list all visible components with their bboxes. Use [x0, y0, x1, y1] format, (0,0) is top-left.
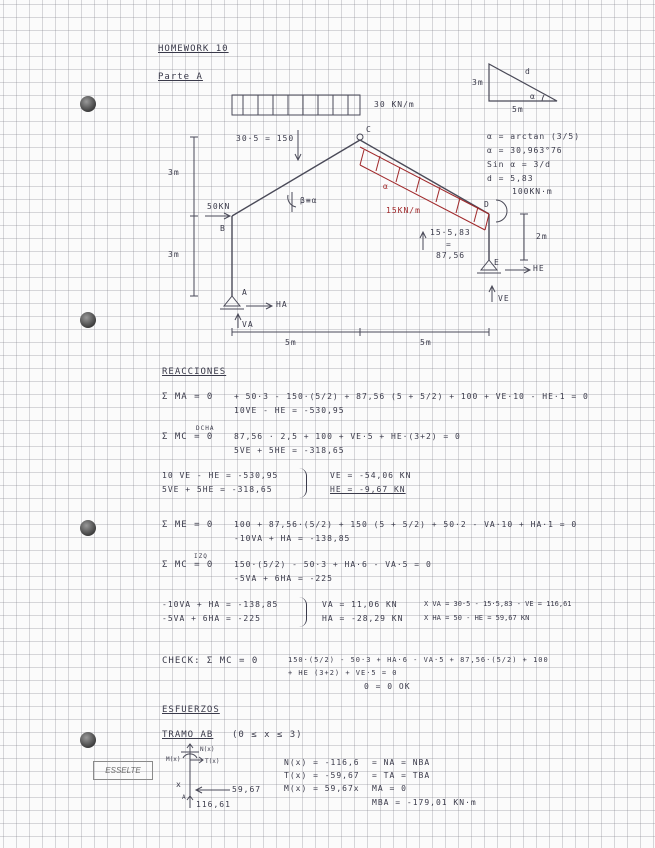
sketch-t-label: T(x): [205, 758, 220, 765]
sketch-h-label: 59,67: [232, 785, 262, 794]
check-rhs2: + HE (3+2) + VE·5 = 0: [288, 669, 398, 677]
load-resultant-label: 30·5 = 150: [236, 134, 295, 143]
n-result: = NA = NBA: [372, 758, 431, 767]
va-label: VA: [242, 320, 254, 329]
ve-result: VE = -54,06 KN: [330, 471, 412, 480]
node-d-label: D: [484, 200, 490, 209]
alpha-eq1: α = arctan (3/5): [487, 132, 581, 141]
eq-mc-sup: DCHA: [196, 425, 215, 432]
load-incline-label: 15KN/m: [386, 206, 421, 215]
check-result: 0 = 0 OK: [364, 682, 411, 691]
esfuerzos-heading: ESFUERZOS: [162, 705, 220, 715]
homework-title: HOMEWORK 10: [158, 44, 229, 54]
alpha-eq4: d = 5,83: [487, 174, 534, 183]
node-a-label: A: [242, 288, 248, 297]
triangle-hyp-label: d: [525, 67, 531, 76]
tramo-label: TRAMO AB: [162, 730, 214, 740]
eq-mc2-res: -5VA + 6HA = -225: [234, 574, 333, 583]
load-top-label: 30 KN/m: [374, 100, 415, 109]
sketch-n-label: N(x): [200, 746, 215, 753]
node-c-label: C: [366, 125, 372, 134]
sys2-line2: -5VA + 6HA = -225: [162, 614, 261, 623]
t-equation: T(x) = -59,67: [284, 771, 360, 780]
eq-me-rhs: 100 + 87,56·(5/2) + 150 (5 + 5/2) + 50·2 - VA·10 + HA·1 = 0: [234, 520, 578, 529]
dim-2m: 2m: [536, 232, 548, 241]
alpha-eq2: α = 30,963°76: [487, 146, 563, 155]
eq-mc-lhs: Σ MC = 0: [162, 432, 214, 442]
triangle-base-label: 5m: [512, 105, 524, 114]
eq-me-lhs: Σ ME = 0: [162, 520, 214, 530]
alpha-eq3: Sin α = 3/d: [487, 160, 551, 169]
sys1-line1: 10 VE - HE = -530,95: [162, 471, 279, 480]
eq-mc2-rhs: 150·(5/2) - 50·3 + HA·6 - VA·5 = 0: [234, 560, 432, 569]
resultant-incline-b: =: [446, 240, 452, 249]
eq-ma-lhs: Σ MA = 0: [162, 392, 214, 402]
brand-stamp: ESSELTE: [93, 761, 153, 780]
triangle-side-label: 3m: [472, 78, 484, 87]
sketch-m-label: M(x): [166, 756, 181, 763]
eq-me-res: -10VA + HA = -138,85: [234, 534, 351, 543]
reacciones-heading: REACCIONES: [162, 367, 227, 377]
node-e-label: E: [494, 258, 500, 267]
triangle-angle-label: α: [530, 92, 536, 101]
eq-ma-res: 10VE - HE = -530,95: [234, 406, 345, 415]
moment-d-label: 100KN·m: [512, 187, 553, 196]
va-result: VA = 11,06 KN: [322, 600, 398, 609]
part-label: Parte A: [158, 72, 203, 82]
ve-label: VE: [498, 294, 510, 303]
check-lhs: CHECK: Σ MC = 0: [162, 656, 259, 666]
dim-5m-right: 5m: [420, 338, 432, 347]
sketch-x-label: x: [176, 780, 182, 789]
dim-3m-bottom: 3m: [168, 250, 180, 259]
m-result-ba: MBA = -179,01 KN·m: [372, 798, 477, 807]
ha-result: HA = -28,29 KN: [322, 614, 404, 623]
sketch-v-label: 116,61: [196, 800, 231, 809]
eq-mc2-sup: IZQ: [194, 553, 208, 560]
m-equation: M(x) = 59,67x: [284, 784, 360, 793]
dim-5m-left: 5m: [285, 338, 297, 347]
eq-mc2-lhs: Σ MC = 0: [162, 560, 214, 570]
eq-mc-rhs: 87,56 · 2,5 + 100 + VE·5 + HE·(3+2) = 0: [234, 432, 461, 441]
t-result: = TA = TBA: [372, 771, 431, 780]
ha-correction: X HA = 50 - HE = 59,67 KN: [424, 614, 530, 622]
dim-3m-top: 3m: [168, 168, 180, 177]
eq-ma-rhs: + 50·3 - 150·(5/2) + 87,56 (5 + 5/2) + 100 + VE·10 - HE·1 = 0: [234, 392, 589, 401]
force-b-label: 50KN: [207, 202, 231, 211]
va-correction: X VA = 30·5 - 15·5,83 - VE = 116,61: [424, 600, 572, 608]
m-result-a: MA = 0: [372, 784, 407, 793]
ha-label: HA: [276, 300, 288, 309]
resultant-incline-a: 15·5,83: [430, 228, 471, 237]
eq-mc-res: 5VE + 5HE = -318,65: [234, 446, 345, 455]
alpha-mark: α: [383, 182, 389, 191]
he-label: HE: [533, 264, 545, 273]
sys1-line2: 5VE + 5HE = -318,65: [162, 485, 273, 494]
tramo-range: (0 ≤ x ≤ 3): [232, 730, 303, 740]
check-rhs: 150·(5/2) - 50·3 + HA·6 - VA·5 + 87,56·(5/2) + 100: [288, 656, 549, 664]
he-result: HE = -9,67 KN: [330, 485, 406, 494]
beta-label: β≡α: [300, 196, 318, 205]
node-b-label: B: [220, 224, 226, 233]
sketch-a-label: A: [182, 794, 187, 801]
sys2-line1: -10VA + HA = -138,85: [162, 600, 279, 609]
resultant-incline-c: 87,56: [436, 251, 466, 260]
n-equation: N(x) = -116,6: [284, 758, 360, 767]
